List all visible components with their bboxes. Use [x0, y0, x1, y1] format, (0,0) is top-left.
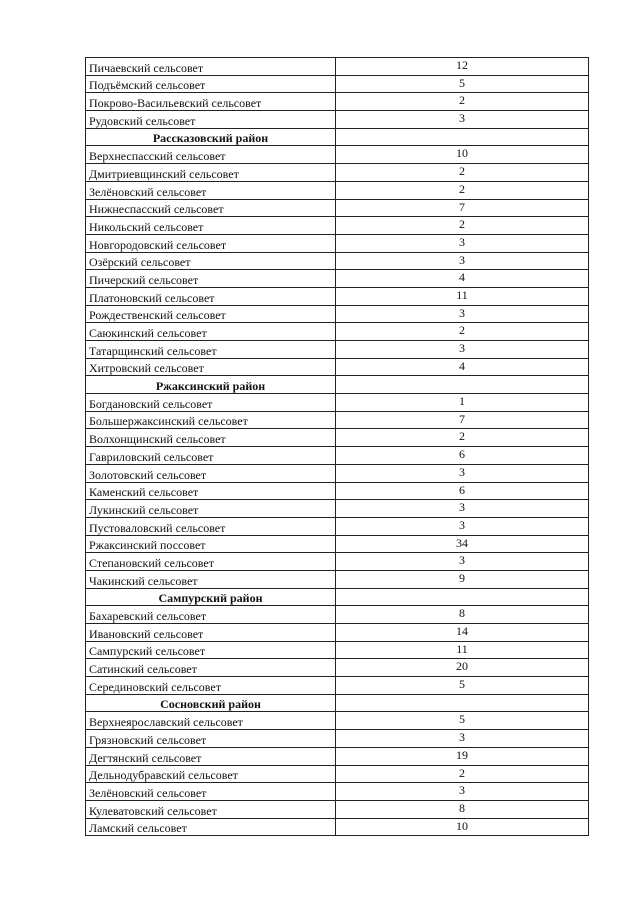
district-name-cell: Сампурский район: [86, 588, 336, 606]
value-cell: 2: [336, 429, 589, 447]
district-name-cell: Рассказовский район: [86, 128, 336, 146]
settlement-name-cell: Богдановский сельсовет: [86, 394, 336, 412]
settlement-name-cell: Ивановский сельсовет: [86, 624, 336, 642]
settlement-name-cell: Пичаевский сельсовет: [86, 58, 336, 76]
table-row: [86, 624, 589, 642]
table-row: [86, 181, 589, 199]
value-cell: 20: [336, 659, 589, 677]
value-cell: 9: [336, 570, 589, 588]
value-cell: 34: [336, 535, 589, 553]
table-row: [86, 783, 589, 801]
settlement-name-cell: Рудовский сельсовет: [86, 111, 336, 129]
settlement-name-cell: Большержаксинский сельсовет: [86, 411, 336, 429]
table-row: [86, 464, 589, 482]
settlement-name-cell: Кулеватовский сельсовет: [86, 800, 336, 818]
settlement-name-cell: Грязновский сельсовет: [86, 730, 336, 748]
value-cell: 7: [336, 411, 589, 429]
value-cell: [336, 376, 589, 394]
value-cell: 6: [336, 482, 589, 500]
value-cell: 4: [336, 270, 589, 288]
settlement-name-cell: Чакинский сельсовет: [86, 570, 336, 588]
value-cell: 3: [336, 464, 589, 482]
value-cell: 14: [336, 624, 589, 642]
settlement-name-cell: Покрово-Васильевский сельсовет: [86, 93, 336, 111]
settlement-name-cell: Бахаревский сельсовет: [86, 606, 336, 624]
district-header-row: [86, 694, 589, 712]
district-name-cell: Сосновский район: [86, 694, 336, 712]
table-row: [86, 641, 589, 659]
table-row: [86, 411, 589, 429]
value-cell: [336, 128, 589, 146]
settlement-name-cell: Лукинский сельсовет: [86, 500, 336, 518]
value-cell: 3: [336, 517, 589, 535]
settlements-table-body: [86, 58, 589, 836]
value-cell: 5: [336, 677, 589, 695]
value-cell: 11: [336, 287, 589, 305]
value-cell: 12: [336, 58, 589, 76]
table-row: [86, 58, 589, 76]
settlement-name-cell: Золотовский сельсовет: [86, 464, 336, 482]
value-cell: 2: [336, 181, 589, 199]
table-row: [86, 217, 589, 235]
table-row: [86, 429, 589, 447]
table-row: [86, 818, 589, 836]
table-row: [86, 730, 589, 748]
settlement-name-cell: Платоновский сельсовет: [86, 287, 336, 305]
settlement-name-cell: Сампурский сельсовет: [86, 641, 336, 659]
value-cell: 2: [336, 93, 589, 111]
table-row: [86, 111, 589, 129]
table-row: [86, 535, 589, 553]
table-row: [86, 93, 589, 111]
settlement-name-cell: Сатинский сельсовет: [86, 659, 336, 677]
settlement-name-cell: Зелёновский сельсовет: [86, 783, 336, 801]
table-row: [86, 146, 589, 164]
table-row: [86, 341, 589, 359]
table-row: [86, 747, 589, 765]
value-cell: 3: [336, 730, 589, 748]
value-cell: 4: [336, 358, 589, 376]
value-cell: 5: [336, 712, 589, 730]
table-row: [86, 358, 589, 376]
table-row: [86, 75, 589, 93]
settlement-name-cell: Ржаксинский поссовет: [86, 535, 336, 553]
table-row: [86, 765, 589, 783]
value-cell: 6: [336, 447, 589, 465]
settlement-name-cell: Дельнодубравский сельсовет: [86, 765, 336, 783]
settlement-name-cell: Серединовский сельсовет: [86, 677, 336, 695]
table-row: [86, 482, 589, 500]
district-header-row: [86, 588, 589, 606]
settlement-name-cell: Подъёмский сельсовет: [86, 75, 336, 93]
value-cell: 3: [336, 500, 589, 518]
settlement-name-cell: Нижнеспасский сельсовет: [86, 199, 336, 217]
value-cell: 3: [336, 305, 589, 323]
settlement-name-cell: Хитровский сельсовет: [86, 358, 336, 376]
settlement-name-cell: Татарщинский сельсовет: [86, 341, 336, 359]
district-header-row: [86, 128, 589, 146]
settlement-name-cell: Степановский сельсовет: [86, 553, 336, 571]
district-name-cell: Ржаксинский район: [86, 376, 336, 394]
table-row: [86, 659, 589, 677]
table-row: [86, 500, 589, 518]
settlement-name-cell: Зелёновский сельсовет: [86, 181, 336, 199]
settlement-name-cell: Пичерский сельсовет: [86, 270, 336, 288]
settlement-name-cell: Озёрский сельсовет: [86, 252, 336, 270]
value-cell: 2: [336, 164, 589, 182]
settlement-name-cell: Новгородовский сельсовет: [86, 234, 336, 252]
value-cell: 8: [336, 800, 589, 818]
value-cell: 11: [336, 641, 589, 659]
value-cell: 2: [336, 323, 589, 341]
value-cell: 7: [336, 199, 589, 217]
settlement-name-cell: Верхнеспасский сельсовет: [86, 146, 336, 164]
table-row: [86, 164, 589, 182]
value-cell: 2: [336, 217, 589, 235]
district-header-row: [86, 376, 589, 394]
value-cell: 19: [336, 747, 589, 765]
table-row: [86, 712, 589, 730]
settlement-name-cell: Рождественский сельсовет: [86, 305, 336, 323]
table-row: [86, 234, 589, 252]
value-cell: 3: [336, 234, 589, 252]
settlement-name-cell: Каменский сельсовет: [86, 482, 336, 500]
value-cell: 5: [336, 75, 589, 93]
value-cell: 3: [336, 553, 589, 571]
settlement-name-cell: Ламский сельсовет: [86, 818, 336, 836]
table-row: [86, 447, 589, 465]
table-row: [86, 252, 589, 270]
value-cell: 3: [336, 783, 589, 801]
table-row: [86, 199, 589, 217]
table-row: [86, 570, 589, 588]
settlement-name-cell: Верхнеярославский сельсовет: [86, 712, 336, 730]
value-cell: 10: [336, 146, 589, 164]
table-row: [86, 323, 589, 341]
table-row: [86, 305, 589, 323]
value-cell: [336, 588, 589, 606]
settlement-name-cell: Дегтянский сельсовет: [86, 747, 336, 765]
table-row: [86, 394, 589, 412]
value-cell: 10: [336, 818, 589, 836]
value-cell: [336, 694, 589, 712]
table-row: [86, 677, 589, 695]
table-row: [86, 287, 589, 305]
table-row: [86, 606, 589, 624]
value-cell: 1: [336, 394, 589, 412]
value-cell: 8: [336, 606, 589, 624]
table-row: [86, 800, 589, 818]
table-row: [86, 270, 589, 288]
value-cell: 3: [336, 341, 589, 359]
value-cell: 3: [336, 111, 589, 129]
table-row: [86, 517, 589, 535]
value-cell: 3: [336, 252, 589, 270]
settlement-name-cell: Волхонщинский сельсовет: [86, 429, 336, 447]
settlements-table: [85, 57, 589, 836]
table-row: [86, 553, 589, 571]
value-cell: 2: [336, 765, 589, 783]
settlement-name-cell: Саюкинский сельсовет: [86, 323, 336, 341]
settlement-name-cell: Дмитриевщинский сельсовет: [86, 164, 336, 182]
settlement-name-cell: Никольский сельсовет: [86, 217, 336, 235]
settlement-name-cell: Гавриловский сельсовет: [86, 447, 336, 465]
settlement-name-cell: Пустоваловский сельсовет: [86, 517, 336, 535]
